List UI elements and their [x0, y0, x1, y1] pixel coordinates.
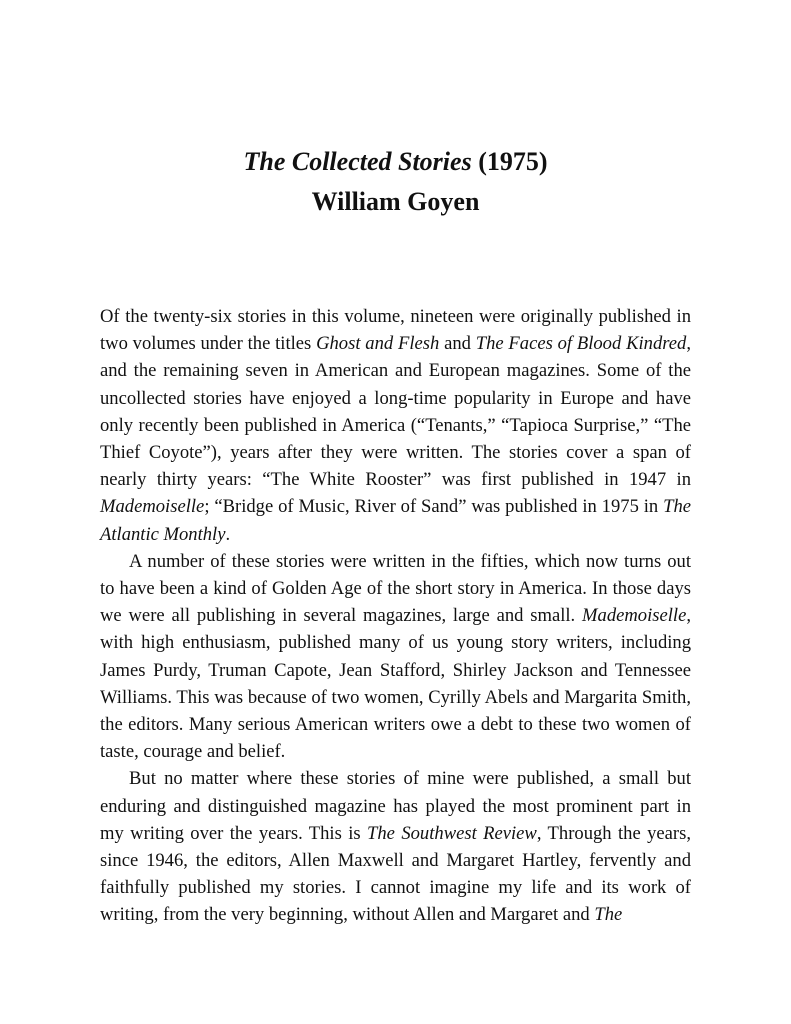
italic-title-text: The Southwest Review	[367, 822, 537, 844]
book-title	[0, 143, 791, 181]
title-block	[0, 143, 791, 221]
paragraph-2	[100, 548, 691, 766]
italic-title-text: The Atlantic Monthly	[100, 496, 691, 545]
body-text-segment: , with high enthusiasm, published many of us young story writers, including James Purdy, Truman Capote, Jean Stafford, Shirley Jackson and Tennessee Williams. This was because of two women, Cyrilly Abels and Margarita Smith, the editors. Many serious American writers owe a debt to these two women of taste, courage and belief.	[100, 605, 691, 763]
body-text-segment: , and the remaining seven in American and European magazines. Some of the uncollected stories have enjoyed a long-time popularity in Europe and have only recently been published in America (“Tenants,” “Tapioca Surprise,” “The Thief Coyote”), years after they were written. The stories cover a span of nearly thirty years: “The White Rooster” was first published in 1947 in	[100, 333, 691, 491]
italic-title-text: The Faces of Blood Kindred	[475, 333, 687, 355]
paragraph-3	[100, 765, 691, 928]
italic-title-text: Ghost and Flesh	[316, 333, 440, 355]
body-text-segment: and	[439, 333, 476, 355]
italic-title-text: Mademoiselle	[100, 496, 205, 518]
body-text-segment: ; “Bridge of Music, River of Sand” was published in 1975 in	[204, 496, 664, 518]
author-name: William Goyen	[311, 187, 480, 216]
body-text-segment: , Through the years, since 1946, the editors, Allen Maxwell and Margaret Hartley, fervently and faithfully published my stories. I cannot imagine my life and its work of writing, from the very beginning, without Allen and Margaret and	[100, 822, 691, 926]
body-text-segment: Of the twenty-six stories in this volume, nineteen were originally published in two volumes under the titles	[100, 306, 691, 355]
body-text-segment: But no matter where these stories of mine were published, a small but enduring and distinguished magazine has played the most prominent part in my writing over the years. This is	[100, 768, 691, 844]
paragraph-1	[100, 303, 691, 548]
book-title-year: (1975)	[471, 147, 548, 176]
book-title-italic: The Collected Stories	[243, 147, 472, 176]
body-text-segment: A number of these stories were written in the fifties, which now turns out to have been a kind of Golden Age of the short story in America. In those days we were all publishing in several magazines, large and small.	[100, 550, 691, 627]
body-text-segment: .	[225, 523, 231, 545]
italic-title-text: Mademoiselle	[582, 605, 687, 627]
body-text	[100, 303, 691, 929]
italic-title-text: The	[594, 904, 623, 926]
